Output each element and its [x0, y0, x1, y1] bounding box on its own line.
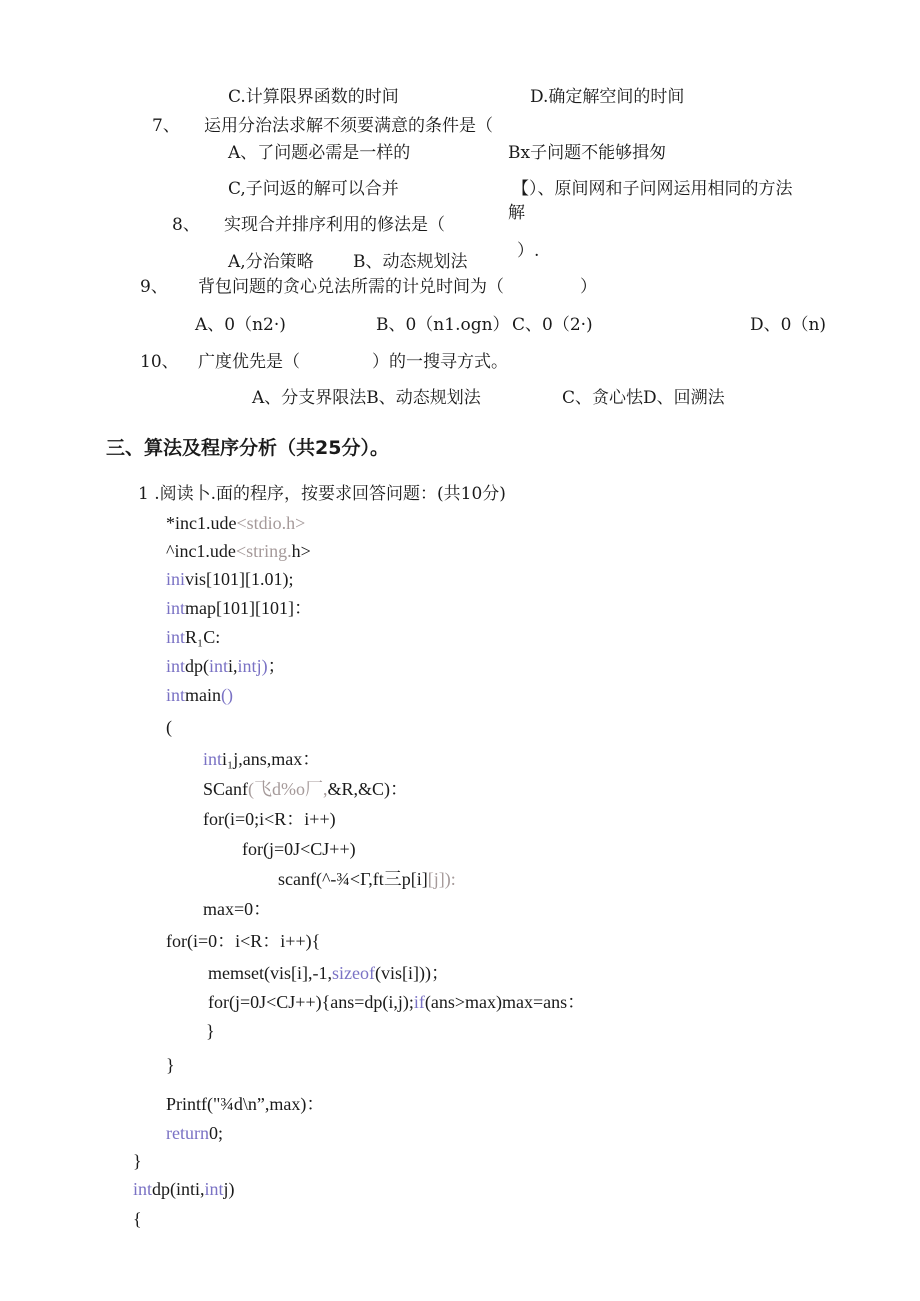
q7-option-d-cont: 解: [508, 203, 525, 223]
code-text: 0;: [208, 1123, 223, 1143]
q8-close: ）.: [517, 241, 540, 261]
code-line: [206, 1020, 215, 1042]
code-line: [166, 540, 311, 562]
code-text: for(i=0：i<R：i++){: [166, 931, 321, 951]
q9-option-a: A、0（n2·): [195, 315, 286, 335]
q7-option-b: Bx子问题不能够揖匆: [508, 143, 667, 163]
q9-option-b: B、0（n1.ogn）: [376, 315, 510, 335]
code-text: inti,: [176, 1179, 205, 1199]
code-string: <string.: [235, 541, 292, 561]
code-keyword: int: [203, 749, 223, 769]
code-text: vis[101][1.01);: [185, 569, 294, 589]
code-text: Printf("¾d\n”,max)：: [166, 1094, 325, 1114]
code-text: dp(: [185, 656, 210, 676]
code-line: [166, 1122, 223, 1144]
code-text: main: [185, 685, 222, 705]
q8-option-a: A,分治策略: [228, 252, 314, 272]
code-keyword: int: [166, 598, 186, 618]
code-line: [133, 1178, 235, 1200]
code-text: *inc1.ude: [166, 513, 237, 533]
code-text: {: [133, 1209, 142, 1229]
code-line: [208, 991, 585, 1013]
code-line: [203, 778, 408, 800]
q10-options-ab: A、分支界限法B、动态规划法: [252, 388, 481, 408]
code-line: [203, 748, 320, 770]
code-text: for(j=0J<CJ++){ans=dp(i,j);: [208, 992, 414, 1012]
q6-option-c: C.计算限界函数的时间: [228, 87, 399, 107]
q9-option-d: D、0（n): [750, 315, 827, 335]
code-text: }: [166, 1055, 175, 1075]
q8-text: 实现合并排序利用的修法是（: [224, 215, 445, 235]
q10-text-a: 广度优先是（: [198, 352, 300, 372]
code-line: [242, 838, 356, 860]
code-line: [133, 1208, 142, 1230]
code-line: [166, 512, 305, 534]
q7-text: 运用分治法求解不须要满意的条件是（: [204, 116, 493, 136]
code-text: }: [206, 1021, 215, 1041]
q9-text: 背包问题的贪心兑法所需的计兑时间为（: [198, 277, 504, 297]
code-text: dp(: [152, 1179, 177, 1199]
code-text: i₁j,ans,max：: [222, 749, 321, 769]
code-text: ^inc1.ude: [166, 541, 236, 561]
q8-option-b: B、动态规划法: [353, 252, 468, 272]
code-line: [166, 1054, 175, 1076]
code-line: [166, 716, 172, 738]
code-keyword: int: [133, 1179, 153, 1199]
code-line: [166, 626, 220, 648]
code-text: j): [223, 1179, 235, 1199]
section-heading: 三、算法及程序分析（共25分）。: [106, 437, 389, 459]
code-keyword: int: [237, 656, 257, 676]
code-text: memset(vis[i],-1,: [208, 963, 332, 983]
code-line: [166, 684, 233, 706]
q10-number: 10、: [140, 352, 179, 372]
code-line: [166, 1093, 324, 1115]
code-text: map[101][101]：: [185, 598, 312, 618]
code-text: max=0：: [203, 899, 272, 919]
code-line: [166, 597, 312, 619]
code-line: [203, 898, 271, 920]
code-keyword: int: [166, 685, 186, 705]
code-text: (vis[i]))；: [374, 963, 449, 983]
code-keyword: j): [256, 656, 268, 676]
code-string: (飞d%o厂,: [248, 779, 328, 799]
code-keyword: (): [221, 685, 234, 705]
code-text: ；: [267, 656, 286, 676]
code-text: (ans>max)max=ans：: [424, 992, 586, 1012]
code-text: &R,&C)：: [327, 779, 409, 799]
q7-option-d: 【）、原间网和子问网运用相同的方法: [512, 179, 793, 199]
q9-close: ）: [580, 277, 597, 297]
code-text: h>: [291, 541, 311, 561]
code-line: [133, 1150, 142, 1172]
q8-number: 8、: [172, 215, 200, 235]
q7-number: 7、: [152, 116, 180, 136]
code-text: (: [166, 717, 172, 737]
q10-options-cd: C、贪心怯D、回溯法: [562, 388, 725, 408]
code-string: <stdio.h>: [236, 513, 306, 533]
code-keyword: ini: [166, 569, 186, 589]
code-keyword: return: [166, 1123, 209, 1143]
q7-option-c: C,子问返的解可以合并: [228, 179, 399, 199]
q10-text-b: ）的一搜寻方式。: [372, 352, 508, 372]
code-keyword: int: [166, 627, 186, 647]
q9-number: 9、: [140, 277, 168, 297]
code-keyword: sizeof: [331, 963, 375, 983]
code-line: [203, 808, 336, 830]
code-keyword: int: [209, 656, 229, 676]
code-text: R₁C:: [185, 627, 221, 647]
code-text: for(j=0J<CJ++): [242, 839, 356, 859]
q9-option-c: C、0（2·): [512, 315, 593, 335]
code-keyword: int: [166, 656, 186, 676]
code-line: [208, 962, 449, 984]
q7-option-a: A、了问题必需是一样的: [228, 143, 411, 163]
code-text: SCanf: [203, 779, 248, 799]
code-line: [166, 930, 320, 952]
code-keyword: if: [413, 992, 425, 1012]
q6-option-d: D.确定解空间的时间: [530, 87, 685, 107]
code-line: [166, 568, 294, 590]
code-text: i,: [228, 656, 238, 676]
code-line: [166, 655, 286, 677]
code-string: [j]):: [427, 869, 456, 889]
code-line: [278, 868, 456, 890]
code-keyword: int: [204, 1179, 224, 1199]
code-text: }: [133, 1151, 142, 1171]
code-text: for(i=0;i<R：i++): [203, 809, 336, 829]
problem-intro: 1 .阅读卜.面的程序，按要求回答问题：(共10分): [138, 484, 506, 504]
code-text: scanf(^-¾<Γ,ft三p[i]: [278, 869, 428, 889]
